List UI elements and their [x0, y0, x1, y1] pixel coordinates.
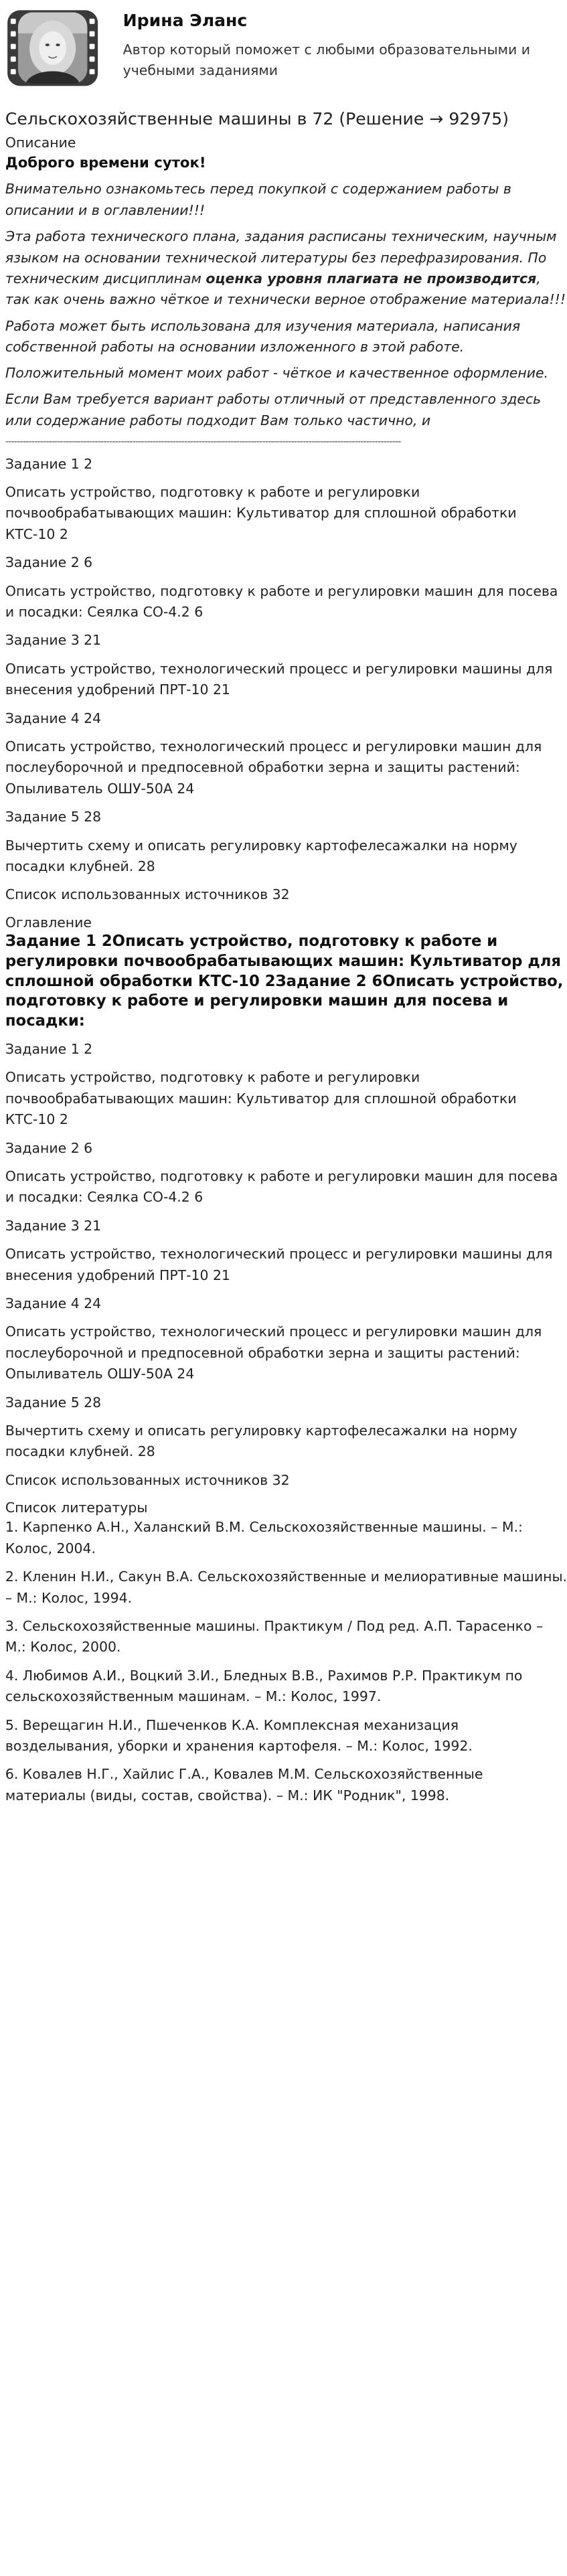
description-body: [5, 179, 567, 431]
contents-list: [5, 454, 567, 906]
literature-item: 6. Ковалев Н.Г., Хайлис Г.А., Ковалев М.М. Сельскохозяйственные материалы (виды, состав, свойства). – М.: ИК "Родник", 1998.: [5, 1766, 483, 1803]
contents-item: Задание 5 28: [5, 809, 102, 825]
contents-item: Задание 1 2: [5, 455, 93, 472]
literature-item: 2. Кленин Н.И., Сакун В.А. Сельскохозяйственные и мелиоративные машины. – М.: Колос, 1994.: [5, 1568, 567, 1606]
contents-item: Список использованных источников 32: [5, 886, 290, 903]
description-label: Описание: [5, 134, 76, 151]
description-bold-text: оценка уровня плагиата не производится: [206, 270, 537, 287]
literature-item: 4. Любимов А.И., Воцкий З.И., Бледных В.В., Рахимов Р.Р. Практикум по сельскохозяйственным машинам. – М.: Колос, 1997.: [5, 1667, 523, 1705]
description-paragraph: Внимательно ознакомьтесь перед покупкой с содержанием работы в описании и в оглавлении!!!: [5, 181, 511, 218]
toc-item: Вычертить схему и описать регулировку картофелесажалки на норму посадки клубней. 28: [5, 1423, 517, 1460]
contents-item: Вычертить схему и описать регулировку картофелесажалки на норму посадки клубней. 28: [5, 837, 517, 874]
toc-item: Задание 3 21: [5, 1217, 102, 1234]
author-avatar[interactable]: [5, 6, 100, 90]
toc-item: Задание 2 6: [5, 1139, 93, 1156]
contents-item: Описать устройство, технологический процесс и регулировки машин для послеуборочной и предпосевной обработки зерна и защиты растений: Опыливатель ОШУ-50А 24: [5, 738, 542, 797]
contents-item: Задание 3 21: [5, 632, 102, 649]
toc-bold-heading: Задание 1 2Описать устройство, подготовку к работе и регулировки почвообрабатывающих машин: Культиватор для сплошной обработки КТС-10 2Задание 2 6Описать устройство, подготовку к работе и регулировки машин для посева и посадки:: [5, 932, 564, 1030]
description-paragraph: Положительный момент моих работ - чёткое и качественное оформление.: [5, 365, 549, 382]
author-header: [5, 0, 567, 99]
description-text: Эта работа технического плана, задания расписаны техническим, научным языком на основании технической литературы без перефразирования. По техническим дисциплинам: [5, 228, 557, 287]
description-text: , так как очень важно чёткое и технически верное отображение материала!!!: [5, 270, 566, 308]
author-name[interactable]: Ирина Эланс: [123, 10, 248, 30]
literature-item: 3. Сельскохозяйственные машины. Практикум / Под ред. А.П. Тарасенко – М.: Колос, 2000.: [5, 1618, 544, 1656]
contents-item: Задание 2 6: [5, 554, 93, 571]
literature-list: [5, 1517, 567, 1806]
toc-item: Описать устройство, подготовку к работе и регулировки машин для посева и посадки: Сеялка СО-4.2 6: [5, 1168, 558, 1206]
literature-item: 1. Карпенко А.Н., Халанский В.М. Сельскохозяйственные машины. – М.: Колос, 2004.: [5, 1519, 523, 1556]
greeting: Доброго времени суток!: [5, 153, 206, 171]
contents-item: Описать устройство, технологический процесс и регулировки машины для внесения удобрений ПРТ-10 21: [5, 660, 553, 698]
toc-item: Задание 1 2: [5, 1041, 93, 1058]
toc-list: [5, 1039, 567, 1491]
literature-label: Список литературы: [5, 1500, 148, 1516]
toc-item: Задание 5 28: [5, 1394, 102, 1411]
contents-item: Описать устройство, подготовку к работе и регулировки машин для посева и посадки: Сеялка СО-4.2 6: [5, 582, 558, 620]
toc-item: Задание 4 24: [5, 1295, 102, 1312]
description-paragraph: Если Вам требуется вариант работы отличный от представленного здесь или содержание работы подходит Вам только частично, и: [5, 391, 542, 428]
dashed-divider: -----------------------------------------------------------------------------------------------------------------------------------------: [5, 436, 401, 448]
toc-item: Описать устройство, технологический процесс и регулировки машин для послеуборочной и предпосевной обработки зерна и защиты растений: Опыливатель ОШУ-50А 24: [5, 1323, 542, 1382]
toc-item: Список использованных источников 32: [5, 1471, 290, 1488]
author-description: Автор который поможет с любыми образовательными и учебными заданиями: [123, 41, 531, 79]
description-paragraph: Работа может быть использована для изучения материала, написания собственной работы на основании изложенного в этой работе.: [5, 317, 521, 355]
author-info: [123, 6, 567, 81]
avatar-image-icon: [5, 6, 100, 90]
toc-item: Описать устройство, подготовку к работе и регулировки почвообрабатывающих машин: Культиватор для сплошной обработки КТС-10 2: [5, 1069, 517, 1128]
literature-item: 5. Верещагин Н.И., Пшеченков К.А. Комплексная механизация возделывания, уборки и хранения картофеля. – М.: Колос, 1992.: [5, 1716, 473, 1755]
toc-label: Оглавление: [5, 914, 92, 931]
work-title: Сельскохозяйственные машины в 72 (Решение → 92975): [5, 109, 509, 129]
contents-item: Описать устройство, подготовку к работе и регулировки почвообрабатывающих машин: Культиватор для сплошной обработки КТС-10 2: [5, 483, 517, 542]
toc-item: Описать устройство, технологический процесс и регулировки машины для внесения удобрений ПРТ-10 21: [5, 1246, 553, 1283]
description-paragraph: [5, 226, 567, 311]
contents-item: Задание 4 24: [5, 710, 102, 726]
